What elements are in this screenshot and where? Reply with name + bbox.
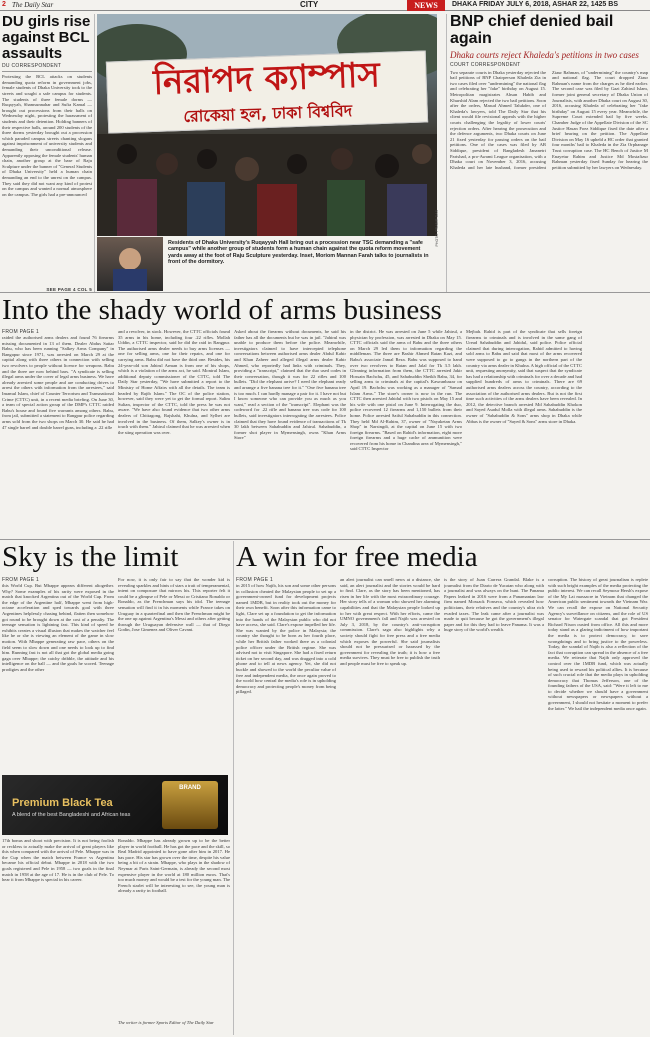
byline: FROM PAGE 1 [2,329,40,335]
headline-sky: Sky is the limit [2,541,179,573]
writer-note: The writer is former Sports Editor of The Daily Star [118,1020,214,1025]
headline: DU girls rise against BCL assaults [2,13,91,62]
banner-subtext: রোকেয়া হল, ঢাকা বিশ্ববিদ [183,101,353,126]
article-col-5: Mejbah. Rahid is part of the syndicate that sells foreign firearms to criminals and is involved in the same gang of Uread Sahabuddin and Jahidul, said police. Police official claimed that during interrogation, Rahid admitted to having sold arms to Babu and said that most of the arms recovered were supposed to go to gangs in the northern part of the country via arms dealer in Khulna. A high official of the CTTC unit, requesting anonymity, said that suspect that the syndicate has had a relationship with criminals for over a decade and had supplied hundreds of arms to criminals. There are 69 authorised arms dealers across the country, according to the association of the authorised arms dealers. But is not the first time such activities of the arms dealers have been revealed. In 2012, the detective branch arrested Md Sahabuddin Khokon and Sayed Asadul Molla with illegal arms. Sahabuddin is the owner of "Sahabuddin & Sons" arms shop in Dhaka while Abbas is the owner of "Sayed & Sons" arms store in Dhaka. [466,329,582,424]
article-col-4: corruption. The history of great journalism is replete with such bright examples of the media protecting the public interest. We can recall Seymour Hersh's expose of the My Lai massacre in Vietnam that changed the American public sentiment towards the Vietnam War. We can recall the expose on National Security Agency's surveillance on citizens, and the role of US senator for Watergate scandal that got President Richard Nixon ousted from office. All this and more today stand as a glaring indictment of how important the media is to protect democracy, to save wrongdoings and to bring justice to the powerless. Today, the scandal of Najib is also a reflection of the fact that corruption can spread in the absence of a free media. We reiterate that Najib only approved the control over the 1MDB fund, which was actually being used to reward his political allies. It is because of such crucial role that the media plays in upholding democracy that Thomas Jefferson, one of the founding fathers of the USA, said: "Were it left to me to decide whether we should have a government without newspapers or newspapers without a government, I should not hesitate a moment to prefer the latter." We hail the independent media once again. [548,577,648,711]
photo-credit: PHOTO: PRABIR DAS [435,210,439,247]
page-number: 2 [2,1,6,8]
ad-subtitle: A blend of the best Bangladeshi and African teas [12,812,131,818]
story-du-girls [2,14,92,292]
byline: COURT CORRESPONDENT [450,61,521,68]
ad-brand: BRAND [179,785,201,791]
news-photo [97,14,437,236]
paper-name: The Daily Star [12,1,54,9]
headline-arms: Into the shady world of arms business [2,294,442,326]
byline: FROM PAGE 1 [2,577,40,583]
deck: Dhaka courts reject Khaleda's petitions in two cases [450,49,639,60]
column-rule [446,14,447,292]
section-divider [0,292,650,293]
divider [2,71,92,72]
dateline: DHAKA FRIDAY JULY 6, 2018, ASHAR 22, 1425 BS [452,1,618,8]
article-col-2: For now, it is only fair to say that the wonder kid is revealing sparkles and hints of stars a trait of temperamental, intent on composure that mirrors his. This reporter felt it could be a glimpse of Pele or Messi or Cristiano Ronaldo or Ronaldo, as the Frenchman says his idol. The teenage sensation will find it in his moments while France takes on Uruguay in a quarterfinal and then the Frenchman might be the one up against Argentina's Messi and others after getting through the Uruguayan defensive wall — that of Diego Godin, Jose Gimenez and Oliver Cavani. [118,577,230,633]
article-col-1: raided the authorised arms dealers and found 76 firearms missing documented in 13 of them. Dealer Abdus Sattar Babu, who has been running "Salkey Arms Company" in Bangapur since 1971, was arrested on March 29 at the capital along with three others in connection with selling two revolvers to people without licence for weapons. Babu and the three are now behind bars. "A syndicate is selling illegal arms under the cover of legal arms business. We have already arrested some people and are conducting drives to arrest the others with information from the arrestees," said Imamul Islam, chief of Counter Terrorism and Transnational Crime (CTTC) unit, in a recent media briefing. On June 30, a team of special action group of the DMP's CTTC raided Babu's house and found five warrants among others. Babu, from jail, submitted a statement to Rangpur police regarding arms sold from the two shops on March 30. He said he had 47 single barrel and double barrel guns, including a .22 rifle [2,335,114,430]
tea-advertisement[interactable] [2,775,228,835]
see-more: SEE PAGE 4 COL 5 [46,287,92,293]
article-col-2: and a revolver, in stock. However, the CTTC officials found 35 arms in his home, including four .22 rifles. Mollah Uddin, a CTTC inspector, said he did the raid in Rangpur. The authorised arms dealer needs to buy arms licenses — one for selling arms, one for their repairs, and one for carrying arms. Babu did not have the third one. Besides, his 24-year-old son Jahirul Arman is from one of his shops, which is a violation of the arms act, he said. Monirul Islam, additional deputy commissioner of the CTTC, told The Daily Star yesterday, "We have submitted a report to the Ministry of Home Affairs with all the details. The team is headed by Rajib Islam." The OC of the police station, however, said they were yet to get the formal report. Salim Sultan, inspector of the CTTC, told the press he was not aware. "We have also found evidence that two other arms dealers of Chittagong, Rajshahi, Khulna, and Sylhet are involved in the business. Of them, Salkey's owner is in touch with them." Jahirul claimed that he was arrested when the sting operation was over. [118,329,230,435]
news-label: NEWS [407,0,445,11]
tea-box-image [162,781,218,829]
byline: DU CORRESPONDENT [2,63,62,70]
article-col-3: Asked about the firearms without documents, he said his father has all the documents but he was in jail. "Jahirul was unable to produce them before the police. Meanwhile, investigators claimed to have intercepted telephone conversations between authorised arms dealer Abdul Kabir and Khan Zaheer and alleged illegal arms dealer Kabir Ahmed, who reportedly had links with criminals. They, providing a "transcript," claimed that the duo used codes in their conversation, though it was for 22 rifles and 100 bullets. "Did the elephant arrive? I need the elephant ready and arrange a five banana tree for it." "One five banana tree is too much. I can hardly manage a pair for it. I have not but I know someone who can provide you as much as you want," read a section of the "transcript". Elephant was the codeword for .22 rifle and banana tree was code for 100 bullets, said investigators interrogating the arrestees. Police claimed that they have found evidence of transactions of Tk 30 lakh between Sahabuddin and Jahirul. Sahabuddin, a former shot player in Mymensingh, owns "Khan Arms Store" [234,329,346,441]
column-rule [233,541,234,1035]
protest-banner [106,50,428,133]
article-col-4: in the district. He was arrested on June 5 while Jahirul, a physician by profession, was arrested in Dhaka on May 15. CTTC officials said the arms of Babu and the three others on March 29 led them to information regarding the middleman. The three are Bashir Ahmed Ratan Kazi, and Babu's associate Jamal Reza. Babu was supposed to hand over two revolvers to Ratan and Jalal for Tk 3.5 lakh. Gleaning information from them, the CTTC arrested Jakir Hossain Bachchu, 45, and Sahabuddin Sheikh Babu, 34, for selling arms to criminals at the capital's Kawranbazar on April 19. Bachchu was working as a manager of "Samad Islam Arms." The store's owner is now in the run. The CTTC then arrested Jahidul with two pistols on May 15 and his wife with one pistol on June 9. Interrogating the duo, police recovered 12 firearms and 1,150 bullets from their home. Police arrested Saiful Sahabuddin in this connection. They held Md Al-Rahim, 37, owner of "Nayaketan Arms Shop" in Narsingdi, at the capital on June 15 with two foreign firearms. "Based on Rahid's information, eight more foreign firearms and a huge cache of ammunition were recovered from his home in Chandina area of Mymensingh," said CTTC Inspector [350,329,462,452]
banner-text: নিরাপদ ক্যাম্পাস [152,55,381,103]
headline: BNP chief denied bail again [450,13,614,47]
article-col-3: is the story of Juan Carrera Grandal. Blake is a journalist from the Diario de Yucatan who along with a journalist and was always on the hunt. The Panama Papers leaked in 2016 were from a Panamanian law firm named Mossack Fonseca, which revealed how politicians, their relatives and the country's ultra rich evaded taxes. The leak came after a journalist was made to quit because he got the government's illegal paper and for this they had to leave Panama. It was a huge story of the world's wealth. [444,577,544,633]
column-rule [94,14,95,292]
person-illustration [97,237,163,291]
ad-title: Premium Black Tea [12,797,113,809]
article-col-1: in 2015 of how Najib, his son and some other persons in collusion cheated the Malaysian people to set up a government-owned fund for development projects named 1MDB, but in reality took out the money for their own benefit. Soon after this information came to light, Clare set up a foundation to get the information into the hands of the Malaysian public who did not have access, she said. Clare's expose impelled her life. She was wanted by the police in Malaysia; the country she thought to be born as her fourth place, while her British father worked there as a colonial police officer under the British regime. She was advised not to visit Singapore. She had a fixed return ticket on her second day, and was dragged into a cold phone and to tell at news agency. Yet, she did not buckle and showed to the world the peculiar value of free and independent media, the once again proved to the world how central the media's role is in upholding democracy and protecting people's money from being pillaged. [236,583,336,695]
article-body: Protesting the BCL attacks on students demanding quota reform in government jobs, female students of Dhaka University took to the streets and sought a safe campus for students. The students of three female dorms — Ruqayyah, Shamsunnahar and Sufia Kamal — brought out processions from their halls on Wednesday night, protesting the harassment of students and their detention. Holding banners of their respective halls, around 200 students of the three dorms yesterday brought out a procession which paraded campus streets chanting slogans against imprisonment of university students and demanding their unconditional release. Apparently opposing the female students' human chain, another group at the base of Raju Sculpture under the banner of "General Students of Dhaka University" held a human chain demanding an end to the unrest on the campus. They said they did not want any kind of protest on the campus and wanted a normal atmosphere on the campus. The girls had a pre-announced [2,74,92,197]
byline: FROM PAGE 1 [236,577,274,583]
inset-photo [97,237,163,291]
article-col-1b: 17th bonus and shoot with precision. It is not being foolish or reckless to actually make the arrival of great players like this when compared with the arrival of Pele. Mbappe was in the Cup when the match between France vs Argentina became his official debut. Mbappe in 2018 with the two goals registered and Pele in 1958 — two goals in the final match in 1958 at the age of 17. He is in the club of Pele. To hear it from Mbappe is special in his career. [2,838,114,883]
page-header [0,0,650,11]
story-bnp-chief [450,14,648,302]
article-body: Two separate courts in Dhaka yesterday rejected the bail petitions of BNP Chairperson Khaleda Zia in two cases filed over "undermining" the national flag and celebrating her "fake" birthday on August 15. Metropolitan magistrates Ahsan Habib and Khurshid Alam rejected the two bail petitions. Soon after the orders, Masud Ahmed Talukder, one of Khaleda's lawyers, told The Daily Star that his client would file revisional appeals with the higher courts challenging the legality of lower courts' rejection orders. After hearing the prosecution and the defence arguments, two Dhaka courts on June 21 fixed yesterday for passing orders on the bail petitions. One of the cases was filed by AB Siddique, president of Bangladesh Jananetri Parishad, a pro-Awami League organisation, with a Dhaka court on November 3, 2016, accusing Khaleda and her late husband, former president Ziaur Rahman, of "undermining" the country's map and national flag. The court dropped Ziaur Rahman's name from the charges as he died earlier. The second case was filed by Gazi Zahirul Islam, former joint general secretary of Dhaka Union of Journalists, with another Dhaka court on August 30, 2016, accusing Khaleda of celebrating her "fake birthday" on August 15 every year. Meanwhile, the Supreme Court extended bail by five weeks. Chamber Judge of the Appellate Division of the SC Justice Hasan Foez Siddique fixed the date after a brief hearing on the petition. The Appellate Division on May 16 upheld a HC order that granted four months' bail to Khaleda in the Zia Orphanage Trust corruption case. The HC Bench of Justice M Enayetur Rahim and Justice Md Mostafizur Rahman yesterday fixed Sunday for hearing the petition submitted by her lawyers on Wednesday. [450,69,648,170]
article-col-2b: Ronaldo. Mbappe has already grown up to be the better player in world football. He has got the pace and the skill, so Real Madrid appointed to have gone after him in 2017. He has pace. His star has grown over the time, despite his value being a bit of a strain. Mbappe, who plays in the shadow of Neymar at Paris Saint-Germain, is already the second most expensive player in the world at 180 million euros. That's too much money and would be a test for the young man. The French starlet will be interesting to see, the young man is already a rarity in football. [118,838,230,894]
section-label: CITY [300,0,319,9]
photo-caption: Residents of Dhaka University's Ruqayyah Hall bring out a procession near TSC demanding a "safe campus" while another group of students form a human chain against the quota reform movement yards away at the foot of Raju Sculpture yesterday. Inset, Moriom Mannan Farah talks to journalists in front of the dormitory. [168,240,429,266]
section-divider [0,539,650,540]
article-col-1: this World Cup. But Mbappe appears different altogether. Why? Some examples of his rarity were exposed in the match that knocked Argentina out of the World Cup. From the edge of the Argentine half, Mbappe went from high-octane acceleration and sped towards goal with three Argentines helplessly chasing behind, flatten then somehow got round to be brought down at the cost of a penalty. The teenage sensation is lightning fast. This kind of speed he exhibits creates a visual illusion that makes the watcher feel like he or she is viewing an element of the game in slow motion. With Mbappe generating raw pace, others on the field seem to slow down and one needs to look up to find him. Running fast is not all that got the global media going gaga over Mbappe; the catchy dribble, the attitude and his intelligence on the ball — and the goals he scored. Teenage prodigies and the other [2,583,114,672]
article-col-2: an alert journalist can smell news at a distance, she said, an alert journalist and the stories would be hard to find. Clare, as the story has been mentioned, has risen in her life with the most extraordinary courage. Her story tells of a woman who showed her alarming capabilities and that the Malaysian people looked up to her with great respect. With her efforts, came the UMNO government's fall and Najib was arrested on July 3, 2018, by the country's anti-corruption commission. Clare's saga also highlights why a society should fight for free press and a free media which exposes the powerful. She said journalists should not be pressurised or harassed by the government for revealing the truth; it is how a free media survives. They must be free to publish the truth and people must be free to speak up. [340,577,440,666]
headline-free-media: A win for free media [236,541,478,573]
